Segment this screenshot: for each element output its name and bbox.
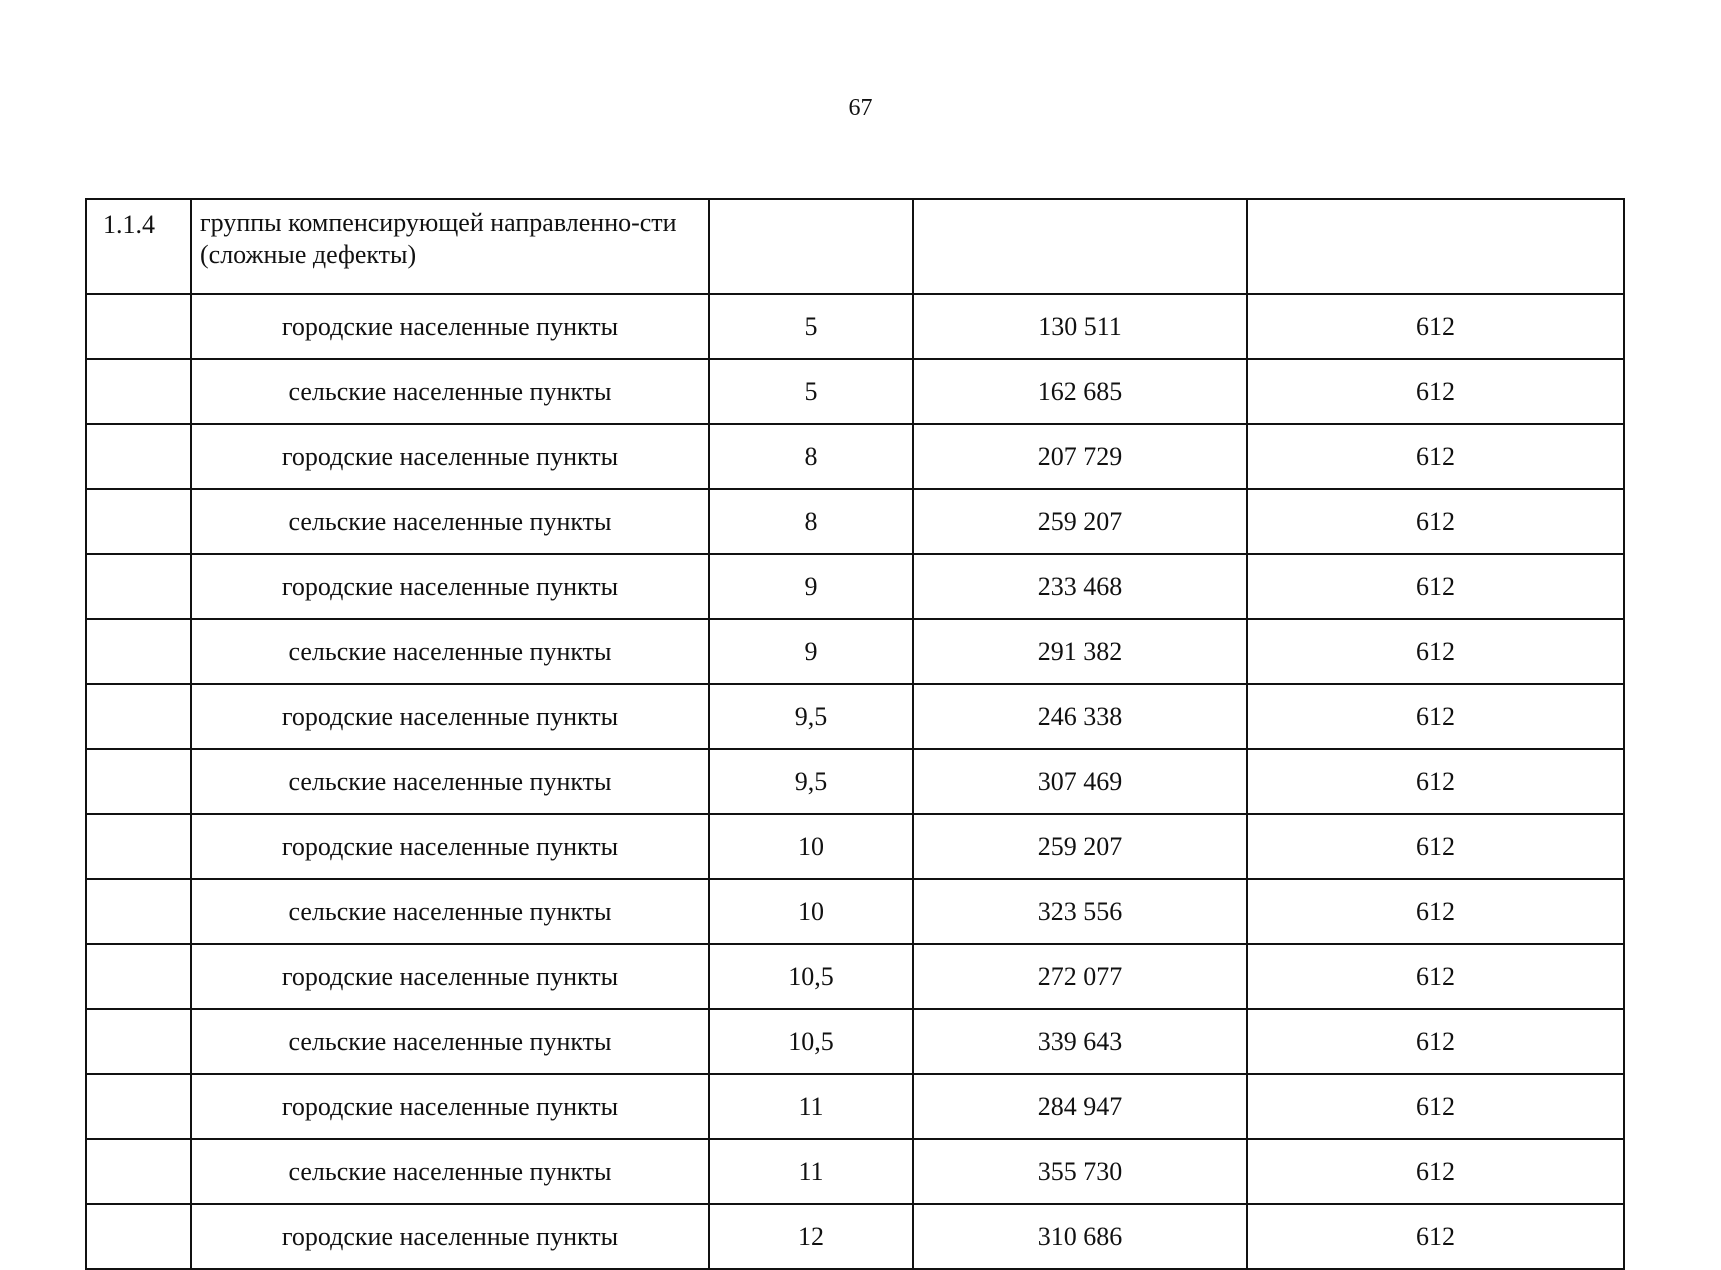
row-value-a: 5: [709, 294, 913, 359]
table-row: [86, 749, 1624, 814]
row-value-b: 207 729: [913, 424, 1247, 489]
row-value-a: 9: [709, 554, 913, 619]
row-value-a: 10,5: [709, 1009, 913, 1074]
table-row: [86, 554, 1624, 619]
row-settlement-type: сельские населенные пункты: [191, 1139, 709, 1204]
row-value-c: 612: [1247, 1204, 1624, 1269]
page-number: 67: [848, 95, 873, 121]
row-value-b: 323 556: [913, 879, 1247, 944]
row-value-b: 284 947: [913, 1074, 1247, 1139]
row-value-b: 307 469: [913, 749, 1247, 814]
row-code-cell: [86, 1009, 191, 1074]
row-value-a: 9,5: [709, 684, 913, 749]
row-value-a: 9,5: [709, 749, 913, 814]
row-value-b: 233 468: [913, 554, 1247, 619]
section-code: 1.1.4: [86, 199, 191, 294]
row-value-a: 10: [709, 814, 913, 879]
table-row: [86, 1009, 1624, 1074]
table-row: [86, 814, 1624, 879]
row-value-a: 8: [709, 424, 913, 489]
table-row: [86, 489, 1624, 554]
row-value-b: 246 338: [913, 684, 1247, 749]
row-code-cell: [86, 359, 191, 424]
row-value-a: 12: [709, 1204, 913, 1269]
row-settlement-type: сельские населенные пункты: [191, 489, 709, 554]
table-row: [86, 424, 1624, 489]
row-settlement-type: городские населенные пункты: [191, 294, 709, 359]
row-settlement-type: городские населенные пункты: [191, 944, 709, 1009]
section-header-row: [86, 199, 1624, 294]
row-code-cell: [86, 684, 191, 749]
row-value-b: 339 643: [913, 1009, 1247, 1074]
row-code-cell: [86, 814, 191, 879]
row-settlement-type: городские населенные пункты: [191, 684, 709, 749]
row-value-a: 10,5: [709, 944, 913, 1009]
row-value-a: 10: [709, 879, 913, 944]
row-value-b: 259 207: [913, 814, 1247, 879]
header-cell-a: [709, 199, 913, 294]
row-value-b: 291 382: [913, 619, 1247, 684]
row-value-c: 612: [1247, 1139, 1624, 1204]
row-code-cell: [86, 554, 191, 619]
table-row: [86, 619, 1624, 684]
row-settlement-type: сельские населенные пункты: [191, 359, 709, 424]
row-settlement-type: городские населенные пункты: [191, 814, 709, 879]
row-code-cell: [86, 619, 191, 684]
row-code-cell: [86, 1074, 191, 1139]
table-body: [86, 199, 1624, 1269]
table-row: [86, 879, 1624, 944]
row-code-cell: [86, 294, 191, 359]
header-cell-b: [913, 199, 1247, 294]
row-value-b: 272 077: [913, 944, 1247, 1009]
row-settlement-type: сельские населенные пункты: [191, 749, 709, 814]
row-code-cell: [86, 749, 191, 814]
row-settlement-type: городские населенные пункты: [191, 424, 709, 489]
row-value-a: 8: [709, 489, 913, 554]
table-row: [86, 944, 1624, 1009]
row-value-c: 612: [1247, 1074, 1624, 1139]
row-value-a: 11: [709, 1074, 913, 1139]
row-settlement-type: сельские населенные пункты: [191, 619, 709, 684]
table-row: [86, 294, 1624, 359]
row-value-b: 355 730: [913, 1139, 1247, 1204]
table-row: [86, 1204, 1624, 1269]
row-value-a: 9: [709, 619, 913, 684]
row-code-cell: [86, 489, 191, 554]
row-settlement-type: городские населенные пункты: [191, 1074, 709, 1139]
row-settlement-type: городские населенные пункты: [191, 1204, 709, 1269]
row-value-c: 612: [1247, 879, 1624, 944]
row-value-c: 612: [1247, 619, 1624, 684]
row-value-c: 612: [1247, 489, 1624, 554]
row-code-cell: [86, 1204, 191, 1269]
row-code-cell: [86, 424, 191, 489]
table-row: [86, 1139, 1624, 1204]
row-value-c: 612: [1247, 814, 1624, 879]
row-code-cell: [86, 879, 191, 944]
row-value-c: 612: [1247, 749, 1624, 814]
row-value-c: 612: [1247, 944, 1624, 1009]
tariff-table: [85, 198, 1625, 1270]
table-row: [86, 359, 1624, 424]
row-value-b: 162 685: [913, 359, 1247, 424]
row-value-c: 612: [1247, 684, 1624, 749]
row-code-cell: [86, 1139, 191, 1204]
row-value-b: 130 511: [913, 294, 1247, 359]
table-row: [86, 684, 1624, 749]
row-value-b: 259 207: [913, 489, 1247, 554]
header-cell-c: [1247, 199, 1624, 294]
row-value-b: 310 686: [913, 1204, 1247, 1269]
row-settlement-type: сельские населенные пункты: [191, 1009, 709, 1074]
row-value-c: 612: [1247, 294, 1624, 359]
row-value-a: 5: [709, 359, 913, 424]
row-value-c: 612: [1247, 359, 1624, 424]
row-value-c: 612: [1247, 424, 1624, 489]
row-settlement-type: сельские населенные пункты: [191, 879, 709, 944]
row-value-c: 612: [1247, 554, 1624, 619]
row-settlement-type: городские населенные пункты: [191, 554, 709, 619]
row-value-c: 612: [1247, 1009, 1624, 1074]
section-title: группы компенсирующей направленно-сти (сложные дефекты): [191, 199, 709, 294]
row-value-a: 11: [709, 1139, 913, 1204]
table-row: [86, 1074, 1624, 1139]
row-code-cell: [86, 944, 191, 1009]
